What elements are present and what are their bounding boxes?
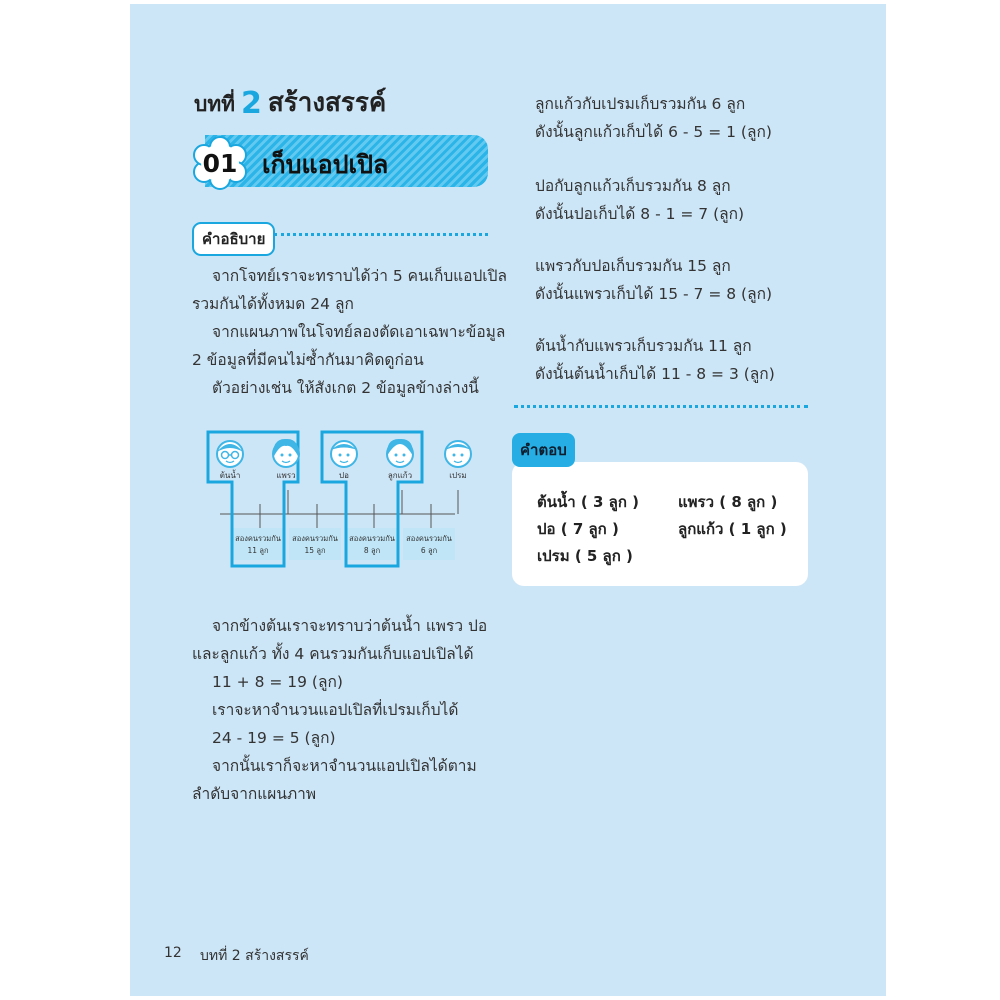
text-line: จากแผนภาพในโจทย์ลองตัดเอาเฉพาะข้อมูล (212, 323, 506, 341)
running-title: บทที่ 2 สร้างสรรค์ (200, 948, 309, 964)
problem-title: เก็บแอปเปิล (262, 150, 389, 179)
sum-label: สองคนรวมกัน (235, 534, 281, 543)
chapter-heading (194, 82, 386, 123)
step-line: ดังนั้นแพรวเก็บได้ 15 - 7 = 8 (ลูก) (535, 285, 773, 303)
text-line: ตัวอย่างเช่น ให้สังเกต 2 ข้อมูลข้างล่างนี้ (212, 379, 479, 397)
person-name: ต้นน้ำ (219, 471, 241, 480)
sum-label: สองคนรวมกัน (406, 534, 452, 543)
sum-value: 11 ลูก (247, 546, 269, 555)
text-line: จากนั้นเราก็จะหาจำนวนแอปเปิลได้ตาม (212, 757, 477, 775)
explanation-paragraph-2 (192, 612, 487, 808)
chapter-name: สร้างสรรค์ (267, 88, 387, 118)
steps-divider (514, 405, 808, 408)
answer-item: เปรม ( 5 ลูก ) (537, 547, 633, 565)
step-line: แพรวกับปอเก็บรวมกัน 15 ลูก (535, 257, 731, 275)
text-line: 24 - 19 = 5 (ลูก) (212, 729, 336, 747)
text-line: ลำดับจากแผนภาพ (192, 785, 317, 803)
text-line: 11 + 8 = 19 (ลูก) (212, 673, 343, 691)
flower-badge-icon (190, 136, 250, 190)
person-name: เปรม (449, 471, 467, 480)
step-block (535, 172, 744, 228)
chapter-number: 2 (241, 86, 262, 121)
sum-label: สองคนรวมกัน (349, 534, 395, 543)
answer-item: ต้นน้ำ ( 3 ลูก ) (537, 493, 639, 511)
problem-number: 01 (202, 149, 238, 178)
sum-label: สองคนรวมกัน (292, 534, 338, 543)
step-line: ลูกแก้วกับเปรมเก็บรวมกัน 6 ลูก (535, 95, 746, 113)
sum-value: 6 ลูก (420, 546, 438, 555)
explanation-paragraph (192, 262, 507, 402)
person-name: แพรว (276, 471, 296, 480)
sum-value: 15 ลูก (304, 546, 326, 555)
step-block (535, 332, 775, 388)
explanation-label: คำอธิบาย (192, 222, 275, 256)
step-line: ต้นน้ำกับแพรวเก็บรวมกัน 11 ลูก (535, 337, 752, 355)
step-block (535, 252, 772, 308)
person-name: ปอ (339, 471, 349, 480)
explanation-divider (274, 233, 488, 236)
text-line: และลูกแก้ว ทั้ง 4 คนรวมกันเก็บแอปเปิลได้ (192, 645, 474, 663)
text-line: จากข้างต้นเราจะทราบว่าต้นน้ำ แพรว ปอ (212, 617, 488, 635)
answer-item: แพรว ( 8 ลูก ) (678, 493, 778, 511)
text-line: เราจะหาจำนวนแอปเปิลที่เปรมเก็บได้ (212, 701, 459, 719)
text-line: จากโจทย์เราจะทราบได้ว่า 5 คนเก็บแอปเปิล (212, 267, 507, 285)
person-name: ลูกแก้ว (387, 471, 413, 480)
chapter-prefix: บทที่ (194, 92, 236, 116)
answer-item: ลูกแก้ว ( 1 ลูก ) (678, 520, 787, 538)
step-line: ดังนั้นลูกแก้วเก็บได้ 6 - 5 = 1 (ลูก) (535, 123, 772, 141)
text-line: 2 ข้อมูลที่มีคนไม่ซ้ำกันมาคิดดูก่อน (192, 351, 424, 369)
step-line: ดังนั้นปอเก็บได้ 8 - 1 = 7 (ลูก) (535, 205, 745, 223)
page-number: 12 (164, 945, 182, 961)
step-line: ปอกับลูกแก้วเก็บรวมกัน 8 ลูก (535, 177, 731, 195)
answer-item: ปอ ( 7 ลูก ) (537, 520, 619, 538)
sum-value: 8 ลูก (363, 546, 381, 555)
sum-diagram (200, 428, 490, 574)
step-block (535, 90, 772, 146)
text-line: รวมกันได้ทั้งหมด 24 ลูก (192, 295, 354, 313)
answer-label: คำตอบ (512, 433, 575, 467)
step-line: ดังนั้นต้นน้ำเก็บได้ 11 - 8 = 3 (ลูก) (535, 365, 775, 383)
